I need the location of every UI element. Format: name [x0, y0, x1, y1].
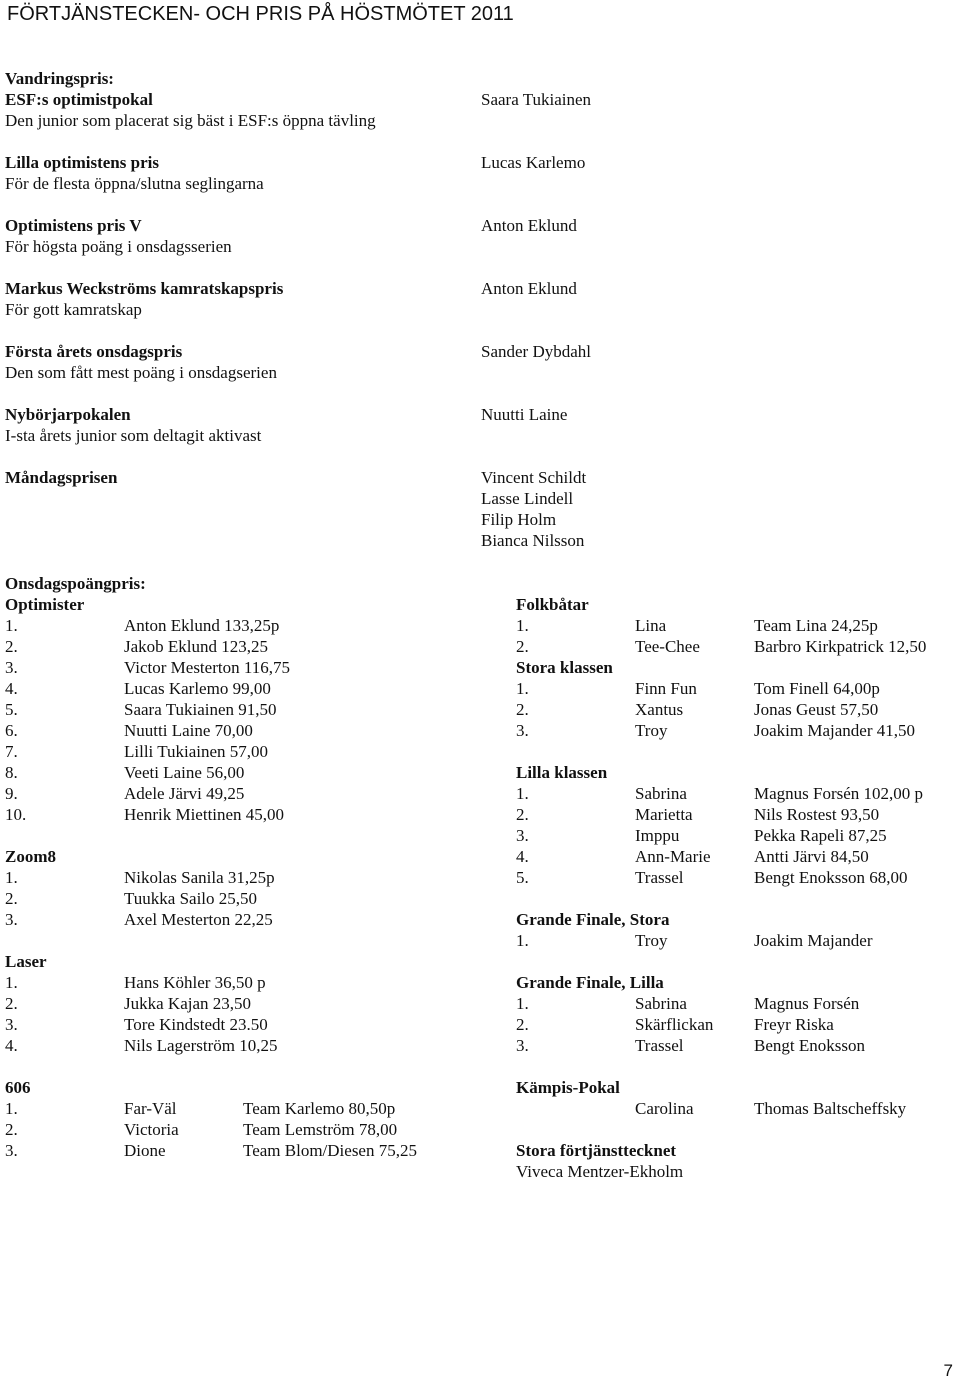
award-winner: Nuutti Laine: [481, 405, 568, 424]
boat-name: Trassel: [635, 1036, 684, 1055]
award-description: I-sta årets junior som deltagit aktivast: [5, 426, 262, 445]
team-result: Bengt Enoksson: [754, 1036, 865, 1055]
result-row: [516, 615, 956, 636]
rank: 2.: [5, 637, 18, 656]
boat-name: Carolina: [635, 1099, 694, 1118]
fortjanst-recipient: Viveca Mentzer-Ekholm: [516, 1162, 684, 1181]
award-winner: Lasse Lindell: [481, 489, 574, 508]
class-title-stora: Stora klassen: [516, 658, 613, 677]
award-name: Nybörjarpokalen: [5, 405, 131, 424]
result-row: [516, 825, 956, 846]
result-row: [516, 636, 956, 657]
rank: 1.: [5, 868, 18, 887]
fortjanst-title: Stora förtjänsttecknet: [516, 1141, 677, 1160]
kampis-title: Kämpis-Pokal: [516, 1078, 620, 1097]
result-row: [5, 993, 465, 1014]
result-row: [5, 972, 465, 993]
page-title: FÖRTJÄNSTECKEN- OCH PRIS PÅ HÖSTMÖTET 2011: [7, 3, 514, 25]
boat-name: Far-Väl: [124, 1099, 177, 1118]
result-row: [5, 783, 465, 804]
award-winner: Anton Eklund: [481, 216, 577, 235]
boat-name: Imppu: [635, 826, 680, 845]
class-title-folkbatar: Folkbåtar: [516, 595, 589, 614]
rank: 3.: [5, 1141, 18, 1160]
boat-name: Sabrina: [635, 994, 687, 1013]
team-result: Jonas Geust 57,50: [754, 700, 879, 719]
awards-winners-column: [481, 89, 591, 551]
boat-name: Victoria: [124, 1120, 179, 1139]
rank: 1.: [5, 616, 18, 635]
result-text: Saara Tukiainen 91,50: [124, 700, 277, 719]
page-number: 7: [943, 1361, 953, 1380]
award-description: För högsta poäng i onsdagsserien: [5, 237, 232, 256]
award-description: För de flesta öppna/slutna seglingarna: [5, 174, 264, 193]
result-row: [5, 1119, 465, 1140]
team-result: Team Lina 24,25p: [754, 616, 878, 635]
rank: 1.: [516, 931, 529, 950]
rank: 9.: [5, 784, 18, 803]
result-row: [5, 741, 465, 762]
award-name: Lilla optimistens pris: [5, 153, 159, 172]
award-name: Optimistens pris V: [5, 216, 142, 235]
team-result: Pekka Rapeli 87,25: [754, 826, 887, 845]
result-row: [516, 804, 956, 825]
result-row: [5, 804, 465, 825]
class-title-606: 606: [5, 1078, 31, 1097]
rank: 3.: [516, 1036, 529, 1055]
rank: 3.: [516, 721, 529, 740]
team-result: Joakim Majander: [754, 931, 873, 950]
result-row: [5, 1035, 465, 1056]
team-result: Thomas Baltscheffsky: [754, 1099, 907, 1118]
team-result: Tom Finell 64,00p: [754, 679, 880, 698]
result-row: [516, 783, 956, 804]
team-result: Barbro Kirkpatrick 12,50: [754, 637, 927, 656]
boat-name: Finn Fun: [635, 679, 697, 698]
result-row: [516, 678, 956, 699]
rank: 2.: [516, 637, 529, 656]
rank: 6.: [5, 721, 18, 740]
award-name: ESF:s optimistpokal: [5, 90, 153, 109]
award-winner: Filip Holm: [481, 510, 557, 529]
awards-heading: Vandringspris:: [5, 69, 114, 88]
result-row: [516, 720, 956, 741]
team-result: Magnus Forsén: [754, 994, 860, 1013]
rank: 7.: [5, 742, 18, 761]
rank: 1.: [5, 973, 18, 992]
rank: 3.: [516, 826, 529, 845]
result-text: Veeti Laine 56,00: [124, 763, 245, 782]
boat-name: Trassel: [635, 868, 684, 887]
boat-name: Skärflickan: [635, 1015, 714, 1034]
onsdag-right-column: [516, 594, 956, 1182]
boat-name: Dione: [124, 1141, 166, 1160]
award-description: För gott kamratskap: [5, 300, 142, 319]
rank: 2.: [516, 805, 529, 824]
rank: 3.: [5, 658, 18, 677]
class-title-gf-lilla: Grande Finale, Lilla: [516, 973, 664, 992]
award-winner: Bianca Nilsson: [481, 531, 585, 550]
team-result: Team Blom/Diesen 75,25: [243, 1141, 417, 1160]
result-row: [5, 657, 465, 678]
result-row: [5, 1014, 465, 1035]
result-text: Tore Kindstedt 23.50: [124, 1015, 268, 1034]
team-result: Team Karlemo 80,50p: [243, 1099, 396, 1118]
result-text: Anton Eklund 133,25p: [124, 616, 280, 635]
result-text: Nuutti Laine 70,00: [124, 721, 253, 740]
result-row: [5, 636, 465, 657]
result-text: Lucas Karlemo 99,00: [124, 679, 271, 698]
class-title-optimister: Optimister: [5, 595, 85, 614]
rank: 5.: [516, 868, 529, 887]
result-row: [516, 930, 956, 951]
onsdag-heading: Onsdagspoängpris:: [5, 574, 146, 593]
boat-name: Lina: [635, 616, 667, 635]
award-winner: Sander Dybdahl: [481, 342, 592, 361]
boat-name: Marietta: [635, 805, 693, 824]
rank: 2.: [5, 1120, 18, 1139]
rank: 2.: [516, 1015, 529, 1034]
result-text: Nils Lagerström 10,25: [124, 1036, 278, 1055]
rank: 4.: [5, 679, 18, 698]
result-row: [5, 699, 465, 720]
team-result: Antti Järvi 84,50: [754, 847, 869, 866]
boat-name: Troy: [635, 721, 668, 740]
award-name: Första årets onsdagspris: [5, 342, 183, 361]
rank: 2.: [5, 994, 18, 1013]
awards-left-column: [5, 68, 376, 488]
result-row: [516, 1035, 956, 1056]
boat-name: Ann-Marie: [635, 847, 711, 866]
award-winner: Lucas Karlemo: [481, 153, 586, 172]
team-result: Magnus Forsén 102,00 p: [754, 784, 924, 803]
result-text: Victor Mesterton 116,75: [124, 658, 290, 677]
result-row: [516, 1014, 956, 1035]
rank: 2.: [5, 889, 18, 908]
result-text: Jukka Kajan 23,50: [124, 994, 252, 1013]
result-text: Adele Järvi 49,25: [124, 784, 245, 803]
award-description: Den junior som placerat sig bäst i ESF:s öppna tävling: [5, 111, 376, 130]
rank: 2.: [516, 700, 529, 719]
result-row: [5, 909, 465, 930]
rank: 1.: [516, 616, 529, 635]
result-row: [5, 615, 465, 636]
rank: 1.: [516, 784, 529, 803]
onsdag-left-column: [5, 573, 465, 1161]
result-text: Axel Mesterton 22,25: [124, 910, 273, 929]
result-row: [5, 678, 465, 699]
boat-name: Tee-Chee: [635, 637, 700, 656]
result-text: Nikolas Sanila 31,25p: [124, 868, 275, 887]
rank: 1.: [516, 679, 529, 698]
result-row: [5, 867, 465, 888]
boat-name: Sabrina: [635, 784, 687, 803]
rank: 4.: [5, 1036, 18, 1055]
team-result: Freyr Riska: [754, 1015, 834, 1034]
team-result: Nils Rostest 93,50: [754, 805, 880, 824]
class-title-gf-stora: Grande Finale, Stora: [516, 910, 670, 929]
team-result: Joakim Majander 41,50: [754, 721, 915, 740]
result-text: Hans Köhler 36,50 p: [124, 973, 266, 992]
result-row: [516, 699, 956, 720]
result-row: [516, 993, 956, 1014]
award-name: Måndagsprisen: [5, 468, 118, 487]
class-title-laser: Laser: [5, 952, 47, 971]
result-row: [516, 867, 956, 888]
result-row: [5, 1140, 465, 1161]
award-winner: Vincent Schildt: [481, 468, 587, 487]
team-result: Team Lemström 78,00: [243, 1120, 398, 1139]
boat-name: Troy: [635, 931, 668, 950]
result-text: Jakob Eklund 123,25: [124, 637, 269, 656]
award-winner: Saara Tukiainen: [481, 90, 592, 109]
result-text: Lilli Tukiainen 57,00: [124, 742, 269, 761]
result-row: [5, 888, 465, 909]
result-text: Tuukka Sailo 25,50: [124, 889, 258, 908]
rank: 5.: [5, 700, 18, 719]
rank: 3.: [5, 1015, 18, 1034]
result-text: Henrik Miettinen 45,00: [124, 805, 285, 824]
result-row: [516, 1098, 956, 1119]
rank: 3.: [5, 910, 18, 929]
result-row: [5, 720, 465, 741]
class-title-zoom8: Zoom8: [5, 847, 56, 866]
rank: 8.: [5, 763, 18, 782]
class-title-lilla: Lilla klassen: [516, 763, 608, 782]
award-winner: Anton Eklund: [481, 279, 577, 298]
rank: 1.: [5, 1099, 18, 1118]
boat-name: Xantus: [635, 700, 684, 719]
result-row: [5, 1098, 465, 1119]
result-row: [516, 846, 956, 867]
team-result: Bengt Enoksson 68,00: [754, 868, 908, 887]
rank: 1.: [516, 994, 529, 1013]
rank: 4.: [516, 847, 529, 866]
award-name: Markus Weckströms kamratskapspris: [5, 279, 284, 298]
award-description: Den som fått mest poäng i onsdagserien: [5, 363, 277, 382]
rank: 10.: [5, 805, 27, 824]
result-row: [5, 762, 465, 783]
